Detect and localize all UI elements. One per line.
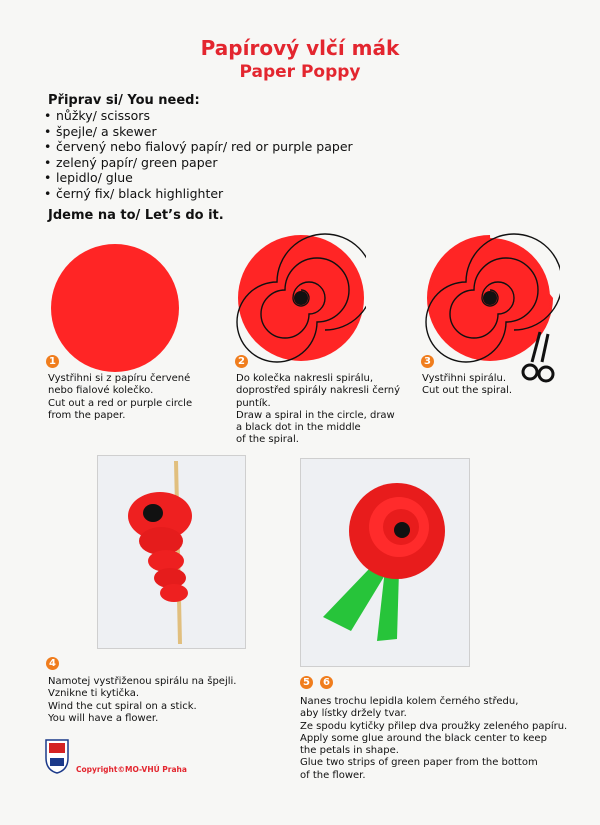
step-4-text: Namotej vystřiženou spirálu na špejli. Vznikne ti kytička. Wind the cut spiral on a stick. You will have a flower. [48,676,237,724]
list-item: • lepidlo/ glue [44,170,353,186]
step-number-1: 1 [46,355,59,368]
list-item: • nůžky/ scissors [44,108,353,124]
copyright-text: Copyright©MO-VHÚ Praha [76,765,187,774]
list-item: • červený nebo fialový papír/ red or purple paper [44,139,353,155]
finished-poppy-illustration [301,459,469,666]
step-number-2: 2 [235,355,248,368]
step-1-text: Vystřihni si z papíru červené nebo fialové kolečko. Cut out a red or purple circle from the paper. [48,373,193,421]
list-item: • černý fix/ black highlighter [44,186,353,202]
museum-logo-icon [44,738,70,774]
step-2-text: Do kolečka nakresli spirálu, doprostřed spirály nakresli černý puntík. Draw a spiral in the circle, draw a black dot in the middle of the spiral. [236,373,401,446]
step-number-5: 5 [300,676,313,689]
title-czech: Papírový vlčí mák [200,36,400,60]
spiral-circle-illustration [236,233,366,363]
step-5-6-text: Nanes trochu lepidla kolem černého středu, aby lístky držely tvar. Ze spodu kytičky přilep dva proužky zeleného papíru. Apply some glue around the black center to keep the petals in shape. Glue two strips of green paper from the bottom of the flower. [300,696,568,781]
step-3-text: Vystřihni spirálu. Cut out the spiral. [422,373,513,397]
list-item: • zelený papír/ green paper [44,155,353,171]
step-number-6: 6 [320,676,333,689]
title-english: Paper Poppy [239,62,361,82]
step-number-4: 4 [46,657,59,670]
spiral-on-skewer-illustration [98,456,245,648]
you-need-heading: Připrav si/ You need: [48,93,200,108]
lets-do-it-heading: Jdeme na to/ Let’s do it. [48,208,224,223]
red-circle-illustration [50,243,180,373]
scissors-icon [520,330,560,385]
list-item: • špejle/ a skewer [44,124,353,140]
photo-finished-poppy [300,458,470,667]
photo-spiral-on-skewer [97,455,246,649]
step-number-3: 3 [421,355,434,368]
materials-list [44,108,353,201]
